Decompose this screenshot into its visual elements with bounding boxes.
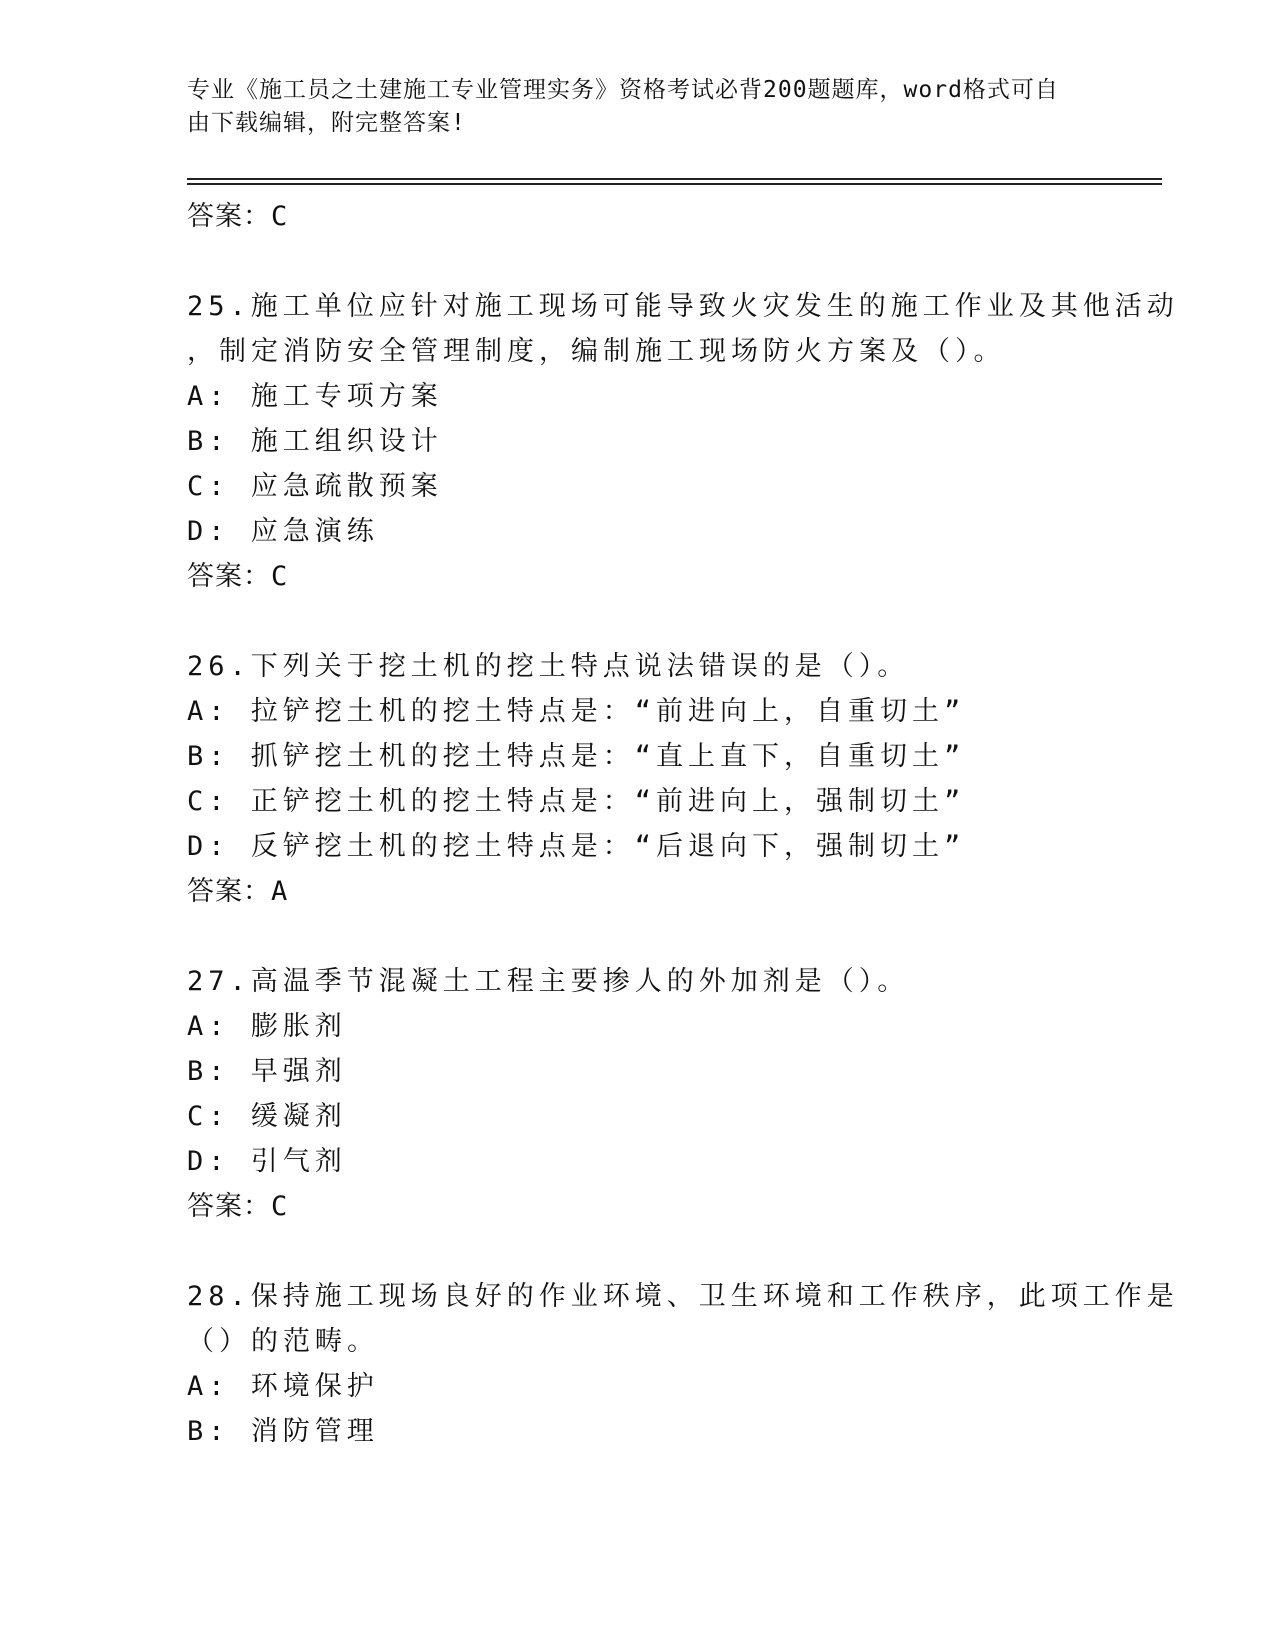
- question-28-option-a: A: 环境保护: [187, 1371, 379, 1402]
- header-divider-top: [187, 178, 1162, 180]
- question-26-option-d: D: 反铲挖土机的挖土特点是：“后退向下，强制切土”: [187, 831, 966, 862]
- question-28-stem-line-1: 28.保持施工现场良好的作业环境、卫生环境和工作秩序，此项工作是: [187, 1281, 1179, 1312]
- question-26-answer: [187, 869, 288, 908]
- answer-label: 答案：: [187, 876, 271, 907]
- question-26-option-b: B: 抓铲挖土机的挖土特点是：“直上直下，自重切土”: [187, 741, 966, 772]
- question-28-stem-line-2: （）的范畴。: [187, 1326, 379, 1357]
- prev-answer: [187, 194, 288, 233]
- answer-label: 答案：: [187, 1191, 271, 1222]
- answer-label: 答案：: [187, 561, 271, 592]
- question-27-answer: [187, 1184, 288, 1223]
- question-25-stem-line-1: 25.施工单位应针对施工现场可能导致火灾发生的施工作业及其他活动: [187, 291, 1179, 322]
- page-header: 专业《施工员之土建施工专业管理实务》资格考试必背200题题库，word格式可自由下载编辑，附完整答案!: [187, 77, 1059, 136]
- question-25-option-d: D: 应急演练: [187, 516, 379, 547]
- answer-value: A: [271, 876, 289, 907]
- question-25-option-c: C: 应急疏散预案: [187, 471, 443, 502]
- header-divider-bottom: [187, 183, 1162, 185]
- question-27-option-c: C: 缓凝剂: [187, 1101, 347, 1132]
- question-25-stem-line-2: ，制定消防安全管理制度，编制施工现场防火方案及（）。: [187, 336, 1006, 367]
- question-27-option-a: A: 膨胀剂: [187, 1011, 347, 1042]
- question-27-option-d: D: 引气剂: [187, 1146, 347, 1177]
- answer-label: 答案：: [187, 201, 271, 232]
- answer-value: C: [271, 201, 289, 232]
- question-25-option-b: B: 施工组织设计: [187, 426, 443, 457]
- question-27-option-b: B: 早强剂: [187, 1056, 347, 1087]
- answer-value: C: [271, 1191, 289, 1222]
- question-25-option-a: A: 施工专项方案: [187, 381, 443, 412]
- answer-value: C: [271, 561, 289, 592]
- question-28-option-b: B: 消防管理: [187, 1416, 379, 1447]
- question-26-option-a: A: 拉铲挖土机的挖土特点是：“前进向上，自重切土”: [187, 696, 966, 727]
- question-25-answer: [187, 554, 288, 593]
- question-27-stem-line-1: 27.高温季节混凝土工程主要掺人的外加剂是（）。: [187, 966, 910, 997]
- question-26-stem-line-1: 26.下列关于挖土机的挖土特点说法错误的是（）。: [187, 651, 910, 682]
- question-26-option-c: C: 正铲挖土机的挖土特点是：“前进向上，强制切土”: [187, 786, 966, 817]
